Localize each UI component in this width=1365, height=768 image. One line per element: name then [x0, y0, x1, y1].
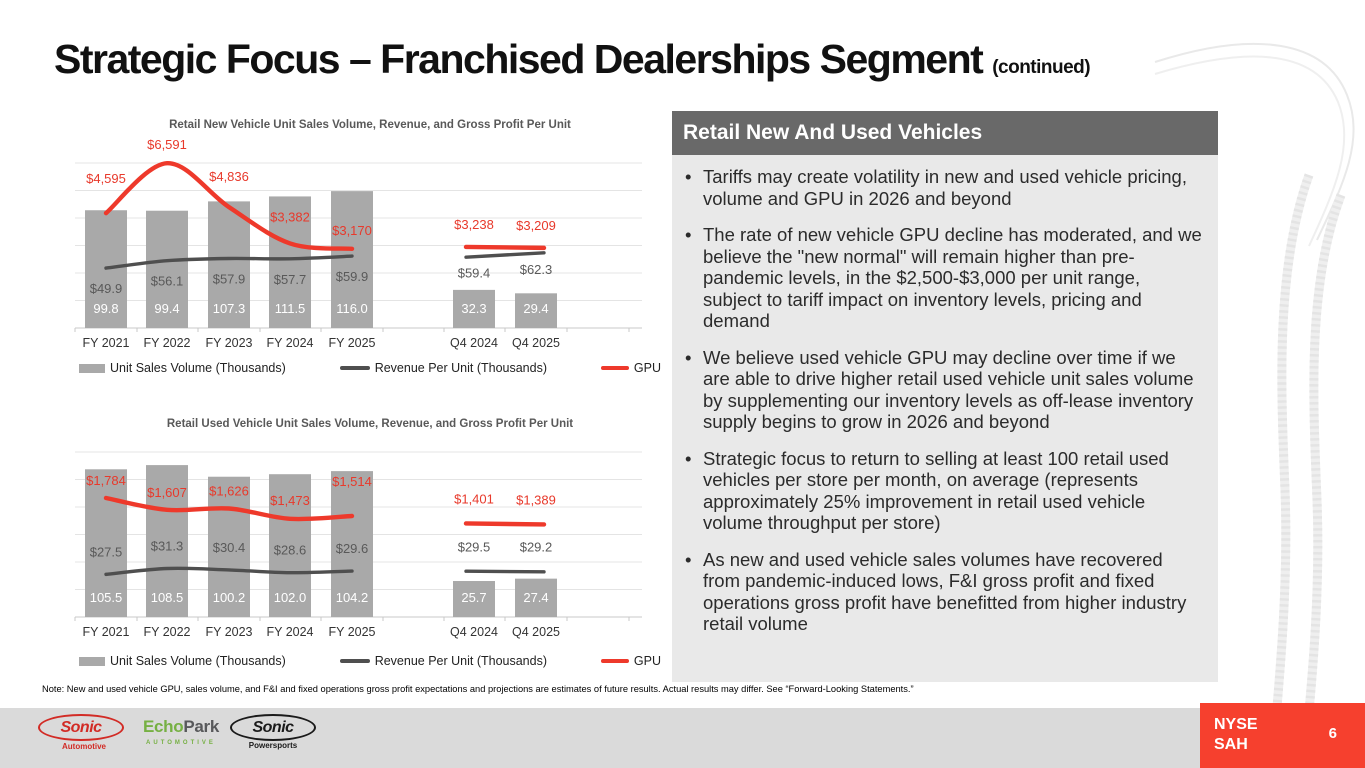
legend-bar-swatch — [79, 364, 105, 373]
revenue-value-label: $28.6 — [273, 542, 307, 558]
bar-value-label: 116.0 — [336, 301, 368, 316]
echopark-automotive-label: AUTOMOTIVE — [146, 740, 216, 746]
category-label: Q4 2025 — [512, 336, 560, 350]
panel-header: Retail New And Used Vehicles — [672, 111, 1218, 155]
gpu-value-label: $1,401 — [454, 491, 494, 507]
revenue-value-label: $27.5 — [89, 544, 123, 560]
category-label: Q4 2024 — [450, 625, 498, 639]
bar-value-label: 99.8 — [93, 301, 119, 316]
powersports-wordmark: Sonic — [252, 718, 294, 736]
legend-item-volume — [79, 654, 286, 668]
revenue-value-label: $62.3 — [519, 262, 553, 278]
category-label: FY 2025 — [328, 336, 376, 350]
legend-revenue-line-swatch — [340, 659, 370, 663]
sonic-powersports-logo — [230, 714, 316, 750]
page-title — [54, 36, 1090, 83]
legend-bar-swatch — [79, 657, 105, 666]
gpu-value-label: $3,382 — [270, 209, 310, 225]
bullet-item: • We believe used vehicle GPU may decline over time if we are able to drive higher retail used vehicle unit sales volume by supplementing our inventory levels as off-lease inventory supply begins to grow in 2026 and beyond — [680, 347, 1202, 433]
revenue-line-q4 — [466, 253, 544, 257]
bullet-list — [680, 166, 1202, 635]
bar-value-label: 25.7 — [461, 590, 487, 605]
legend-item-gpu — [601, 361, 661, 375]
revenue-value-label: $56.1 — [150, 273, 184, 289]
retail-vehicles-panel — [672, 111, 1218, 682]
bullet-item: • Tariffs may create volatility in new and used vehicle pricing, volume and GPU in 2026 and beyond — [680, 166, 1202, 209]
category-label: Q4 2025 — [512, 625, 560, 639]
legend-label: GPU — [633, 361, 661, 375]
legend-gpu-line-swatch — [601, 366, 629, 370]
gpu-value-label: $1,514 — [332, 474, 372, 489]
revenue-value-label: $29.5 — [457, 539, 491, 555]
legend-label: Revenue Per Unit (Thousands) — [374, 361, 547, 375]
revenue-line-q4 — [466, 571, 544, 572]
bullet-item: • As new and used vehicle sales volumes have recovered from pandemic-induced lows, F&I gross profit and fixed operations gross profit have benefitted from higher industry retail volume — [680, 549, 1202, 635]
bar-value-label: 29.4 — [523, 301, 549, 316]
echopark-logo — [136, 714, 226, 746]
sonic-oval — [38, 714, 124, 741]
tire-tracks-decoration — [1195, 0, 1365, 768]
sonic-wordmark: Sonic — [60, 718, 102, 736]
bar-value-label: 108.5 — [150, 590, 184, 605]
footnote: Note: New and used vehicle GPU, sales volume, and F&I and fixed operations gross profit expectations and projections are estimates of future results. Actual results may differ. See “Forward-Looking Statements.” — [42, 684, 914, 694]
legend-label: Unit Sales Volume (Thousands) — [110, 654, 286, 668]
chart-legend — [75, 361, 665, 375]
category-label: FY 2024 — [266, 625, 314, 639]
revenue-value-label: $29.6 — [335, 541, 369, 557]
revenue-value-label: $59.9 — [335, 269, 369, 285]
category-label: FY 2021 — [82, 625, 130, 639]
category-label: FY 2021 — [82, 336, 130, 350]
gpu-line-q4 — [466, 247, 544, 248]
sonic-automotive-logo — [38, 714, 130, 751]
panel-body — [672, 155, 1218, 682]
chart-legend — [75, 654, 665, 668]
bullet-item: • The rate of new vehicle GPU decline has moderated, and we believe the "new normal" will remain higher than pre-pandemic levels, in the $2,500-$3,000 per unit range, subject to tariff impact on inventory levels, pricing and demand — [680, 224, 1202, 332]
bar-value-label: 99.4 — [154, 301, 180, 316]
gpu-value-label: $1,784 — [86, 473, 126, 488]
new-vehicle-chart-canvas — [75, 137, 665, 355]
gpu-value-label: $6,591 — [147, 137, 187, 153]
bar-value-label: 104.2 — [335, 590, 369, 605]
gpu-value-label: $1,626 — [209, 483, 249, 499]
gpu-value-label: $1,473 — [270, 492, 310, 508]
category-label: FY 2022 — [143, 625, 191, 639]
category-label: FY 2023 — [205, 625, 253, 639]
gpu-line-q4 — [466, 523, 544, 524]
ticker-box — [1200, 703, 1365, 768]
legend-item-volume — [79, 361, 286, 375]
used-vehicle-chart-canvas — [75, 452, 665, 648]
legend-item-revenue — [340, 361, 547, 375]
category-label: Q4 2024 — [450, 336, 498, 350]
bar-value-label: 100.2 — [212, 590, 246, 605]
page-title-text: Strategic Focus – Franchised Dealerships Segment — [54, 36, 983, 82]
page-title-continued: (continued) — [992, 57, 1091, 78]
gpu-value-label: $4,836 — [209, 169, 249, 185]
chart-new-vehicles — [75, 119, 665, 375]
ticker-symbol: NYSE SAH — [1214, 716, 1258, 753]
category-label: FY 2025 — [328, 625, 376, 639]
gpu-value-label: $1,607 — [147, 484, 187, 500]
legend-label: Unit Sales Volume (Thousands) — [110, 361, 286, 375]
gpu-value-label: $3,170 — [332, 222, 372, 238]
powersports-label: Powersports — [248, 741, 298, 750]
revenue-value-label: $30.4 — [212, 539, 246, 555]
category-label: FY 2024 — [266, 336, 314, 350]
bar-value-label: 107.3 — [212, 301, 246, 316]
legend-gpu-line-swatch — [601, 659, 629, 663]
legend-label: GPU — [633, 654, 661, 668]
gpu-value-label: $3,209 — [516, 217, 556, 233]
legend-revenue-line-swatch — [340, 366, 370, 370]
chart-title: Retail New Vehicle Unit Sales Volume, Revenue, and Gross Profit Per Unit — [169, 119, 571, 131]
bar-value-label: 27.4 — [523, 590, 549, 605]
chart-used-vehicles — [75, 418, 665, 668]
sonic-automotive-label: Automotive — [62, 742, 106, 751]
revenue-value-label: $29.2 — [519, 539, 553, 555]
legend-label: Revenue Per Unit (Thousands) — [374, 654, 547, 668]
revenue-value-label: $49.9 — [89, 281, 123, 297]
category-label: FY 2022 — [143, 336, 191, 350]
legend-item-gpu — [601, 654, 661, 668]
gpu-value-label: $3,238 — [454, 217, 494, 232]
gpu-value-label: $1,389 — [516, 492, 556, 508]
echopark-wordmark: EchoPark — [142, 717, 220, 736]
bar-value-label: 32.3 — [461, 301, 487, 316]
bar-value-label: 105.5 — [89, 590, 123, 605]
bar-value-label: 102.0 — [273, 590, 307, 605]
revenue-value-label: $57.9 — [212, 271, 246, 287]
page-number: 6 — [1328, 725, 1337, 742]
legend-item-revenue — [340, 654, 547, 668]
revenue-value-label: $59.4 — [457, 265, 491, 281]
bullet-item: • Strategic focus to return to selling at least 100 retail used vehicles per store per month, on average (represents approximately 25% improvement in retail used vehicle volume throughput per store) — [680, 448, 1202, 534]
bottom-bar — [0, 708, 1200, 768]
category-label: FY 2023 — [205, 336, 253, 350]
gpu-value-label: $4,595 — [86, 171, 126, 187]
revenue-value-label: $57.7 — [273, 271, 307, 287]
revenue-value-label: $31.3 — [150, 538, 184, 554]
powersports-oval — [230, 714, 316, 741]
bar-value-label: 111.5 — [274, 301, 306, 316]
chart-title: Retail Used Vehicle Unit Sales Volume, Revenue, and Gross Profit Per Unit — [166, 418, 574, 430]
